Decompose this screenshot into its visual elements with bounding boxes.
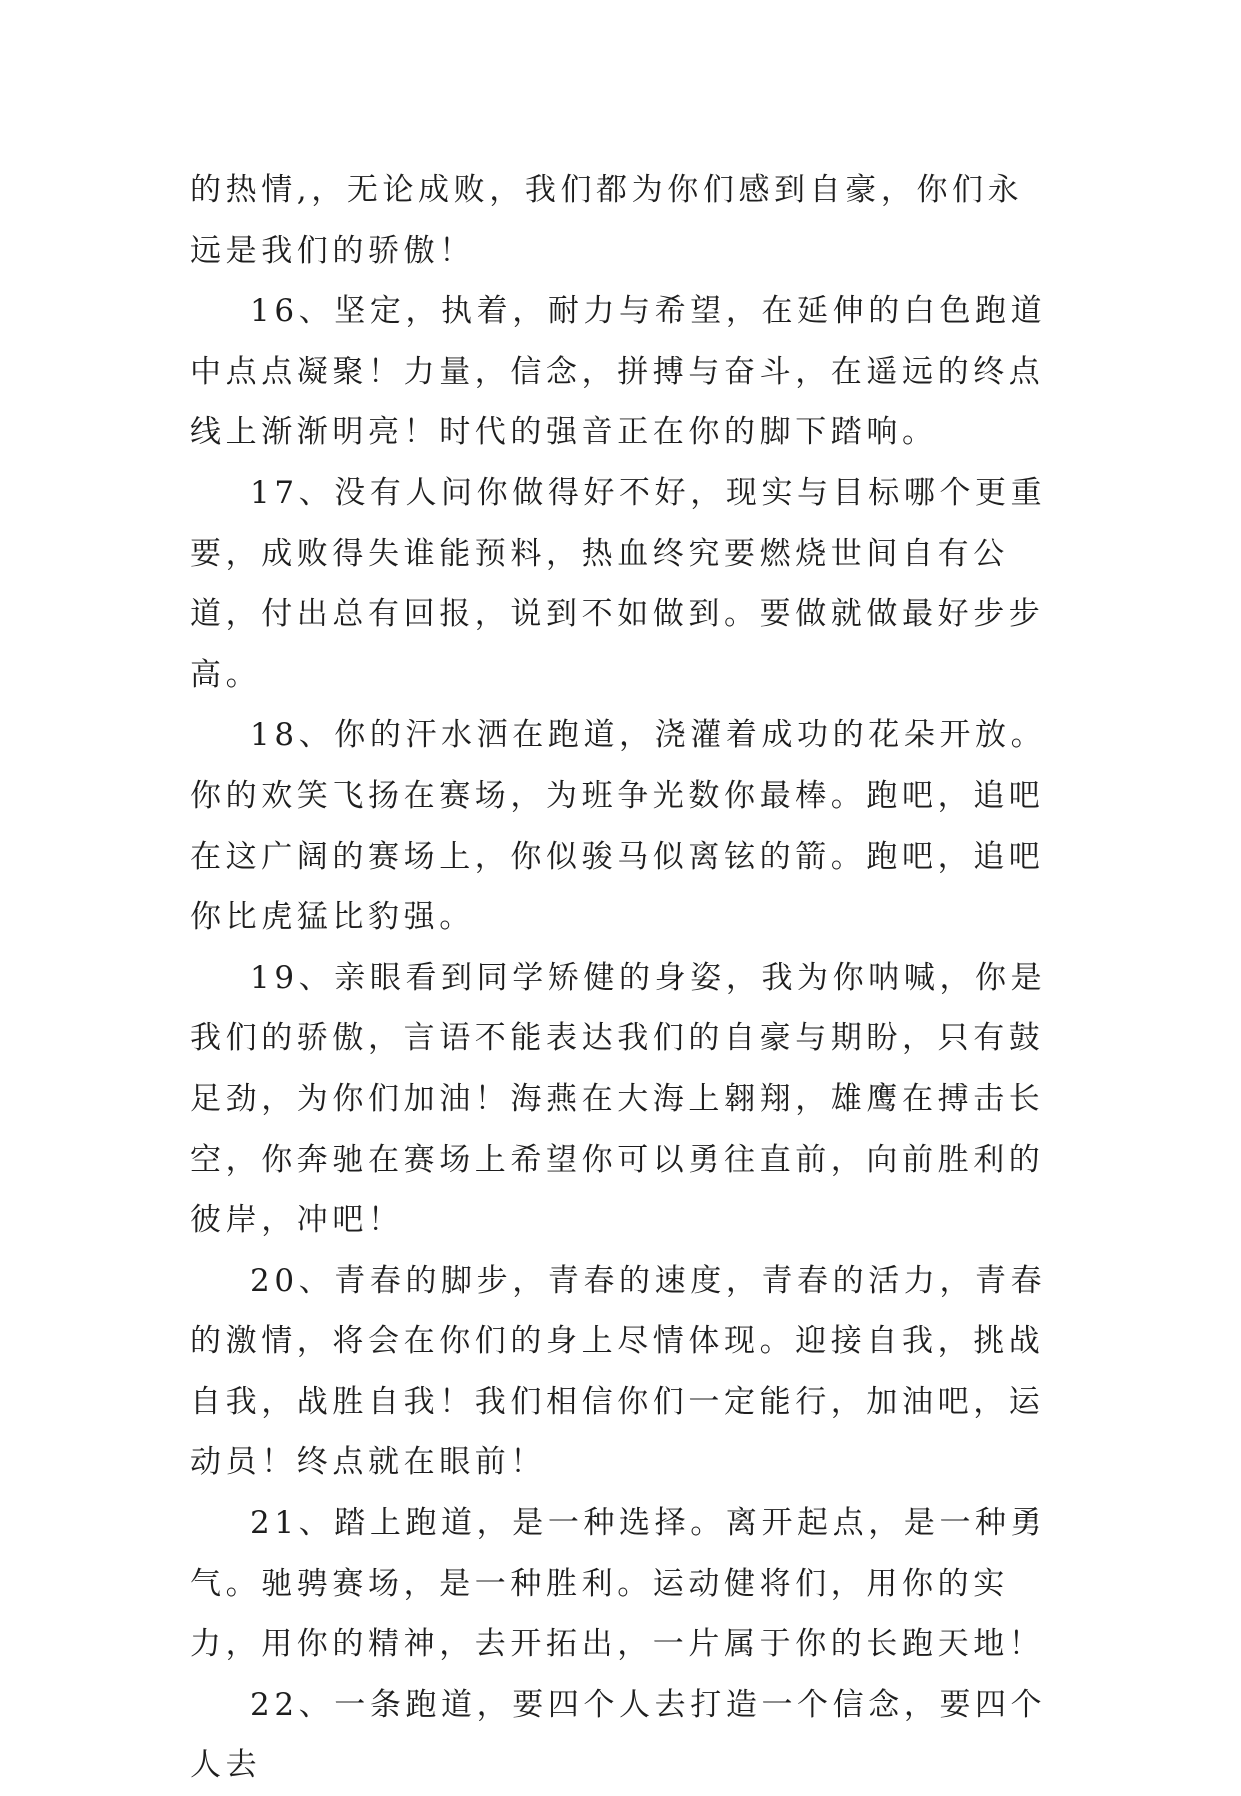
paragraph-16: 16、坚定，执着，耐力与希望，在延伸的白色跑道中点点凝聚！力量，信念，拼搏与奋斗，在遥远的终点线上渐渐明亮！时代的强音正在你的脚下踏响。 — [190, 293, 1047, 451]
paragraph-20: 20、青春的脚步，青春的速度，青春的活力，青春的激情，将会在你们的身上尽情体现。迎接自我，挑战自我，战胜自我！我们相信你们一定能行，加油吧，运动员！终点就在眼前！ — [190, 1262, 1047, 1481]
paragraph-22: 22、一条跑道，要四个人去打造一个信念，要四个人去 — [190, 1686, 1047, 1784]
paragraph-19: 19、亲眼看到同学矫健的身姿，我为你呐喊，你是我们的骄傲，言语不能表达我们的自豪与期盼，只有鼓足劲，为你们加油！海燕在大海上翱翔，雄鹰在搏击长空，你奔驰在赛场上希望你可以勇往直前，向前胜利的彼岸，冲吧！ — [190, 959, 1047, 1239]
paragraph-18: 18、你的汗水洒在跑道，浇灌着成功的花朵开放。你的欢笑飞扬在赛场，为班争光数你最棒。跑吧，追吧在这广阔的赛场上，你似骏马似离铉的箭。跑吧，追吧你比虎猛比豹强。 — [190, 717, 1047, 936]
paragraph-continuation: 的热情,，无论成败，我们都为你们感到自豪，你们永远是我们的骄傲！ — [190, 172, 1024, 269]
paragraph-17: 17、没有人问你做得好不好，现实与目标哪个更重要，成败得失谁能预料，热血终究要燃烧世间自有公道，付出总有回报，说到不如做到。要做就做最好步步高。 — [190, 474, 1047, 693]
document-body — [190, 160, 1050, 1796]
paragraph-21: 21、踏上跑道，是一种选择。离开起点，是一种勇气。驰骋赛场，是一种胜利。运动健将们，用你的实力，用你的精神，去开拓出，一片属于你的长跑天地！ — [190, 1505, 1047, 1663]
